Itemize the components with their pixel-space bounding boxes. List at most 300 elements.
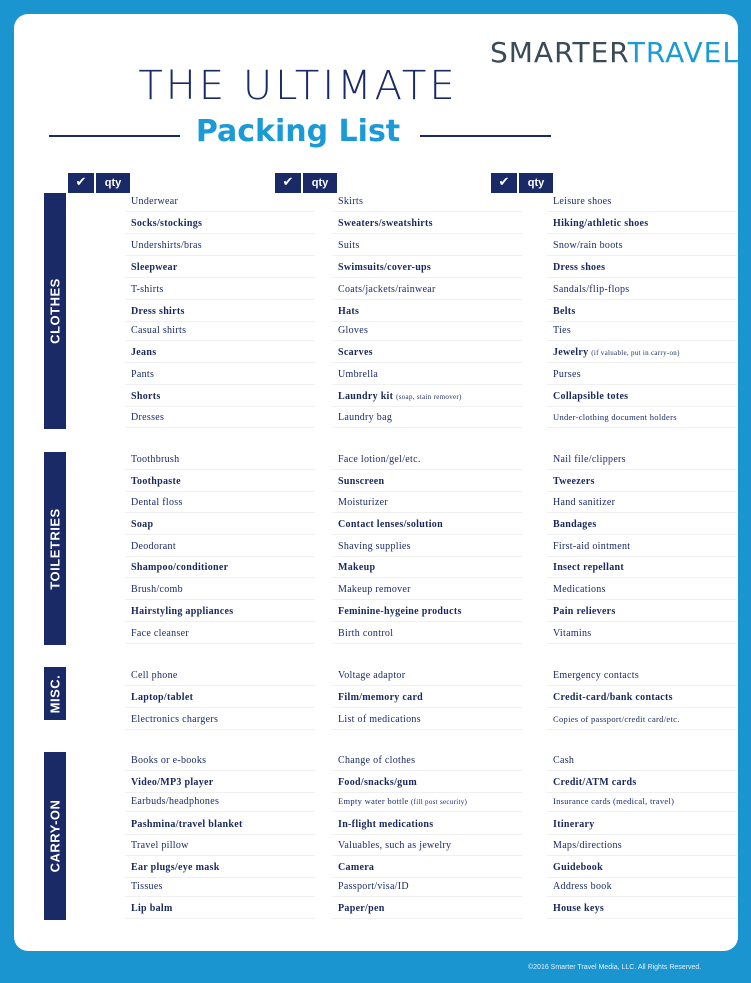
item-label: Jewelry — [553, 347, 589, 358]
list-item[interactable] — [131, 541, 176, 552]
logo-part-smarter: SMARTER — [490, 36, 628, 69]
list-item[interactable] — [338, 670, 405, 681]
list-item[interactable] — [131, 606, 233, 617]
list-item[interactable] — [131, 692, 193, 703]
item-label: Insect repellant — [553, 562, 624, 573]
item-label: Ear plugs/eye mask — [131, 862, 220, 873]
row-divider — [547, 811, 737, 812]
list-item[interactable] — [553, 881, 612, 892]
section-toiletries — [44, 452, 66, 645]
row-divider — [125, 491, 315, 492]
item-label: Makeup — [338, 562, 376, 573]
row-divider — [547, 255, 737, 256]
row-divider — [125, 340, 315, 341]
item-label: Earbuds/headphones — [131, 796, 220, 807]
list-item[interactable] — [553, 862, 603, 873]
list-item[interactable] — [553, 476, 595, 487]
list-item[interactable] — [553, 196, 612, 207]
row-divider — [125, 770, 315, 771]
list-item[interactable] — [131, 862, 220, 873]
list-item[interactable] — [131, 369, 154, 380]
list-item[interactable] — [338, 262, 431, 273]
row-divider — [332, 855, 522, 856]
row-divider — [547, 621, 737, 622]
item-label: Hats — [338, 306, 360, 317]
row-divider — [125, 621, 315, 622]
item-label: Underwear — [131, 196, 179, 207]
row-divider — [547, 556, 737, 557]
row-divider — [547, 877, 737, 878]
checkmark-icon: ✔ — [491, 173, 517, 193]
list-item[interactable] — [338, 628, 393, 639]
item-label: Face cleanser — [131, 628, 190, 639]
list-item[interactable] — [553, 819, 595, 830]
section-label: TOILETRIES — [47, 507, 63, 590]
item-label: Purses — [553, 369, 581, 380]
list-item[interactable] — [338, 862, 374, 873]
item-label: Empty water bottle — [338, 796, 409, 806]
item-label: Laptop/tablet — [131, 692, 194, 703]
item-label: Shorts — [131, 391, 161, 402]
list-item[interactable] — [131, 325, 186, 336]
row-divider — [332, 340, 522, 341]
row-divider — [125, 534, 315, 535]
item-label: Deodorant — [131, 541, 176, 552]
item-label: List of medications — [338, 714, 421, 725]
list-item[interactable] — [131, 881, 163, 892]
section-label: CLOTHES — [47, 278, 63, 344]
list-item[interactable] — [338, 755, 415, 766]
list-item[interactable] — [553, 606, 616, 617]
item-label: Insurance cards (medical, travel) — [553, 796, 675, 806]
item-label: Cell phone — [131, 670, 178, 681]
qty-label: qty — [96, 173, 130, 193]
list-item[interactable] — [553, 541, 630, 552]
row-divider — [547, 362, 737, 363]
item-label: Hiking/athletic shoes — [553, 218, 649, 229]
row-divider — [125, 255, 315, 256]
row-divider — [332, 770, 522, 771]
row-divider — [547, 384, 737, 385]
list-item[interactable] — [131, 670, 178, 681]
row-divider — [547, 406, 737, 407]
item-label: Leisure shoes — [553, 196, 612, 207]
list-item[interactable] — [131, 584, 183, 595]
list-item[interactable] — [553, 497, 615, 508]
row-divider — [332, 277, 522, 278]
item-label: Moisturizer — [338, 497, 388, 508]
row-divider — [125, 834, 315, 835]
row-divider — [547, 340, 737, 341]
row-divider — [332, 211, 522, 212]
list-item[interactable] — [338, 347, 373, 358]
list-item[interactable] — [338, 284, 436, 295]
row-divider — [332, 406, 522, 407]
list-item[interactable] — [338, 369, 378, 380]
item-label: Toothbrush — [131, 454, 180, 465]
row-divider — [332, 512, 522, 513]
list-item[interactable] — [338, 519, 443, 530]
row-divider — [547, 577, 737, 578]
item-label: Jeans — [131, 347, 157, 358]
item-label: First-aid ointment — [553, 541, 631, 552]
item-label: Credit-card/bank contacts — [553, 692, 673, 703]
checkmark-icon: ✔ — [68, 173, 94, 193]
item-label: Feminine-hygeine products — [338, 606, 462, 617]
row-divider — [125, 384, 315, 385]
row-divider — [332, 233, 522, 234]
section-misc — [44, 667, 66, 720]
row-divider — [125, 277, 315, 278]
row-divider — [125, 233, 315, 234]
item-label: Suits — [338, 240, 360, 251]
list-item[interactable] — [553, 584, 606, 595]
list-item[interactable] — [338, 240, 360, 251]
row-divider — [125, 599, 315, 600]
row-divider — [547, 277, 737, 278]
list-item[interactable] — [131, 519, 153, 530]
item-label: Electronics chargers — [131, 714, 219, 725]
item-label: Bandages — [553, 519, 597, 530]
row-divider — [547, 707, 737, 708]
row-divider — [332, 685, 522, 686]
item-label: Hairstyling appliances — [131, 606, 234, 617]
item-label: T-shirts — [131, 284, 164, 295]
list-item[interactable] — [553, 755, 574, 766]
title-line-2: Packing List — [195, 114, 401, 149]
row-divider — [332, 599, 522, 600]
item-label: Undershirts/bras — [131, 240, 202, 251]
list-item[interactable] — [338, 196, 363, 207]
list-item[interactable] — [338, 881, 409, 892]
item-label: Tweezers — [553, 476, 595, 487]
list-item[interactable] — [553, 454, 626, 465]
item-label: Shampoo/conditioner — [131, 562, 229, 573]
item-label: Contact lenses/solution — [338, 519, 443, 530]
item-label: Snow/rain boots — [553, 240, 623, 251]
logo-part-travel: TRAVEL — [627, 36, 739, 69]
row-divider — [125, 211, 315, 212]
item-label: Hand sanitizer — [553, 497, 616, 508]
row-divider — [125, 556, 315, 557]
list-item[interactable] — [131, 755, 206, 766]
item-label: Food/snacks/gum — [338, 777, 417, 788]
list-item[interactable] — [553, 218, 648, 229]
list-item[interactable] — [338, 796, 467, 806]
item-label: Dress shoes — [553, 262, 606, 273]
list-item[interactable] — [131, 628, 189, 639]
list-item[interactable] — [553, 325, 571, 336]
row-divider — [125, 427, 315, 428]
row-divider — [547, 643, 737, 644]
list-item[interactable] — [131, 347, 156, 358]
item-label: Sunscreen — [338, 476, 385, 487]
row-divider — [125, 918, 315, 919]
item-label: Guidebook — [553, 862, 603, 873]
item-label: Birth control — [338, 628, 394, 639]
row-divider — [332, 362, 522, 363]
title-line-1: THE ULTIMATE — [138, 63, 458, 109]
item-note: (if valuable, put in carry-on) — [591, 349, 680, 357]
row-divider — [125, 896, 315, 897]
list-item[interactable] — [131, 796, 219, 807]
row-divider — [547, 491, 737, 492]
row-divider — [125, 577, 315, 578]
row-divider — [332, 321, 522, 322]
row-divider — [125, 855, 315, 856]
row-divider — [547, 321, 737, 322]
list-item[interactable] — [131, 196, 178, 207]
list-item[interactable] — [131, 476, 181, 487]
section-label: MISC. — [47, 674, 63, 713]
list-item[interactable] — [338, 714, 421, 725]
item-label: Umbrella — [338, 369, 379, 380]
item-label: Itinerary — [553, 819, 595, 830]
item-label: Collapsible totes — [553, 391, 629, 402]
list-item[interactable] — [131, 819, 243, 830]
item-label: Swimsuits/cover-ups — [338, 262, 432, 273]
item-label: Address book — [553, 881, 612, 892]
list-item[interactable] — [338, 454, 421, 465]
row-divider — [332, 792, 522, 793]
row-divider — [125, 299, 315, 300]
item-label: Under-clothing document holders — [553, 412, 677, 422]
row-divider — [547, 918, 737, 919]
item-label: Toothpaste — [131, 476, 181, 487]
row-divider — [125, 643, 315, 644]
list-item[interactable] — [131, 391, 161, 402]
list-item[interactable] — [131, 240, 202, 251]
item-note: (fill post security) — [411, 798, 468, 806]
item-label: Laundry kit — [338, 391, 394, 402]
item-label: Brush/comb — [131, 584, 183, 595]
section-clothes — [44, 193, 66, 429]
list-item[interactable] — [553, 391, 628, 402]
item-label: In-flight medications — [338, 819, 434, 830]
item-label: Coats/jackets/rainwear — [338, 284, 436, 295]
list-item[interactable] — [338, 903, 385, 914]
item-label: Change of clothes — [338, 755, 416, 766]
item-label: Credit/ATM cards — [553, 777, 637, 788]
item-label: Pants — [131, 369, 155, 380]
row-divider — [547, 834, 737, 835]
item-label: Sleepwear — [131, 262, 178, 273]
item-label: Passport/visa/ID — [338, 881, 409, 892]
item-label: Camera — [338, 862, 375, 873]
list-item[interactable] — [131, 903, 173, 914]
list-item[interactable] — [553, 369, 581, 380]
list-item[interactable] — [338, 541, 411, 552]
list-item[interactable] — [338, 306, 359, 317]
row-divider — [125, 469, 315, 470]
item-label: Voltage adaptor — [338, 670, 406, 681]
row-divider — [547, 896, 737, 897]
list-item[interactable] — [338, 584, 411, 595]
list-item[interactable] — [553, 562, 624, 573]
item-label: Nail file/clippers — [553, 454, 626, 465]
list-item[interactable] — [338, 562, 375, 573]
row-divider — [332, 577, 522, 578]
list-item[interactable] — [131, 840, 189, 851]
list-item[interactable] — [553, 840, 622, 851]
row-divider — [332, 556, 522, 557]
list-item[interactable] — [553, 903, 604, 914]
row-divider — [125, 877, 315, 878]
item-label: Laundry bag — [338, 412, 393, 423]
item-label: Sandals/flip-flops — [553, 284, 630, 295]
row-divider — [547, 469, 737, 470]
list-item[interactable] — [553, 796, 674, 806]
item-label: Film/memory card — [338, 692, 424, 703]
list-item[interactable] — [553, 519, 597, 530]
row-divider — [547, 685, 737, 686]
list-item[interactable] — [131, 714, 218, 725]
list-item[interactable] — [338, 391, 462, 402]
list-item[interactable] — [131, 454, 179, 465]
list-item[interactable] — [338, 497, 388, 508]
item-label: Dress shirts — [131, 306, 185, 317]
row-divider — [332, 255, 522, 256]
row-divider — [332, 491, 522, 492]
list-item[interactable] — [338, 606, 462, 617]
section-label: CARRY-ON — [47, 799, 63, 873]
list-item[interactable] — [553, 714, 680, 724]
item-label: House keys — [553, 903, 605, 914]
list-item[interactable] — [131, 562, 228, 573]
item-label: Pain relievers — [553, 606, 616, 617]
list-item[interactable] — [338, 840, 451, 851]
item-label: Valuables, such as jewelry — [338, 840, 452, 851]
list-item[interactable] — [338, 218, 433, 229]
row-divider — [332, 834, 522, 835]
row-divider — [547, 770, 737, 771]
row-divider — [125, 321, 315, 322]
row-divider — [332, 534, 522, 535]
list-item[interactable] — [131, 218, 202, 229]
qty-label: qty — [519, 173, 553, 193]
list-item[interactable] — [131, 412, 164, 423]
row-divider — [332, 427, 522, 428]
item-label: Maps/directions — [553, 840, 622, 851]
list-item[interactable] — [131, 306, 185, 317]
list-item[interactable] — [553, 306, 576, 317]
row-divider — [332, 811, 522, 812]
item-label: Books or e-books — [131, 755, 207, 766]
item-label: Cash — [553, 755, 575, 766]
checkmark-icon: ✔ — [275, 173, 301, 193]
list-item[interactable] — [338, 412, 392, 423]
row-divider — [547, 211, 737, 212]
item-label: Dental floss — [131, 497, 183, 508]
list-item[interactable] — [131, 497, 183, 508]
item-label: Video/MP3 player — [131, 777, 214, 788]
item-label: Emergency contacts — [553, 670, 640, 681]
row-divider — [332, 877, 522, 878]
list-item[interactable] — [553, 284, 630, 295]
row-divider — [332, 643, 522, 644]
item-label: Shaving supplies — [338, 541, 411, 552]
row-divider — [547, 599, 737, 600]
row-divider — [125, 685, 315, 686]
row-divider — [547, 299, 737, 300]
list-item[interactable] — [553, 412, 677, 422]
list-item[interactable] — [553, 628, 591, 639]
list-item[interactable] — [553, 240, 623, 251]
item-label: Socks/stockings — [131, 218, 203, 229]
row-divider — [125, 792, 315, 793]
item-label: Medications — [553, 584, 606, 595]
item-label: Belts — [553, 306, 576, 317]
row-divider — [125, 406, 315, 407]
list-item[interactable] — [338, 819, 433, 830]
item-label: Vitamins — [553, 628, 592, 639]
row-divider — [547, 512, 737, 513]
item-label: Casual shirts — [131, 325, 187, 336]
row-divider — [332, 621, 522, 622]
item-label: Tissues — [131, 881, 163, 892]
item-label: Sweaters/sweatshirts — [338, 218, 433, 229]
copyright: ©2016 Smarter Travel Media, LLC. All Rights Reserved. — [528, 964, 702, 971]
row-divider — [332, 896, 522, 897]
row-divider — [332, 384, 522, 385]
row-divider — [125, 362, 315, 363]
list-item[interactable] — [338, 325, 368, 336]
item-label: Copies of passport/credit card/etc. — [553, 714, 680, 724]
row-divider — [125, 729, 315, 730]
row-divider — [332, 707, 522, 708]
list-item[interactable] — [553, 262, 605, 273]
item-label: Face lotion/gel/etc. — [338, 454, 421, 465]
list-item[interactable] — [553, 670, 639, 681]
item-label: Lip balm — [131, 903, 173, 914]
list-item[interactable] — [131, 777, 213, 788]
list-item[interactable] — [553, 692, 673, 703]
list-item[interactable] — [553, 347, 680, 358]
row-divider — [547, 427, 737, 428]
list-item[interactable] — [338, 777, 417, 788]
row-divider — [332, 729, 522, 730]
row-divider — [332, 918, 522, 919]
section-carry-on — [44, 752, 66, 920]
item-label: Dresses — [131, 412, 165, 423]
item-label: Travel pillow — [131, 840, 189, 851]
row-divider — [332, 469, 522, 470]
item-label: Soap — [131, 519, 154, 530]
item-label: Paper/pen — [338, 903, 385, 914]
row-divider — [547, 855, 737, 856]
row-divider — [547, 233, 737, 234]
list-item[interactable] — [338, 692, 423, 703]
row-divider — [125, 811, 315, 812]
row-divider — [547, 534, 737, 535]
list-item[interactable] — [338, 476, 384, 487]
row-divider — [125, 512, 315, 513]
item-label: Scarves — [338, 347, 373, 358]
item-label: Ties — [553, 325, 572, 336]
row-divider — [547, 729, 737, 730]
list-item[interactable] — [553, 777, 637, 788]
list-item[interactable] — [131, 284, 164, 295]
item-label: Gloves — [338, 325, 369, 336]
qty-label: qty — [303, 173, 337, 193]
list-item[interactable] — [131, 262, 178, 273]
row-divider — [125, 707, 315, 708]
item-label: Pashmina/travel blanket — [131, 819, 243, 830]
item-note: (soap, stain remover) — [396, 393, 462, 401]
item-label: Skirts — [338, 196, 364, 207]
item-label: Makeup remover — [338, 584, 411, 595]
row-divider — [332, 299, 522, 300]
